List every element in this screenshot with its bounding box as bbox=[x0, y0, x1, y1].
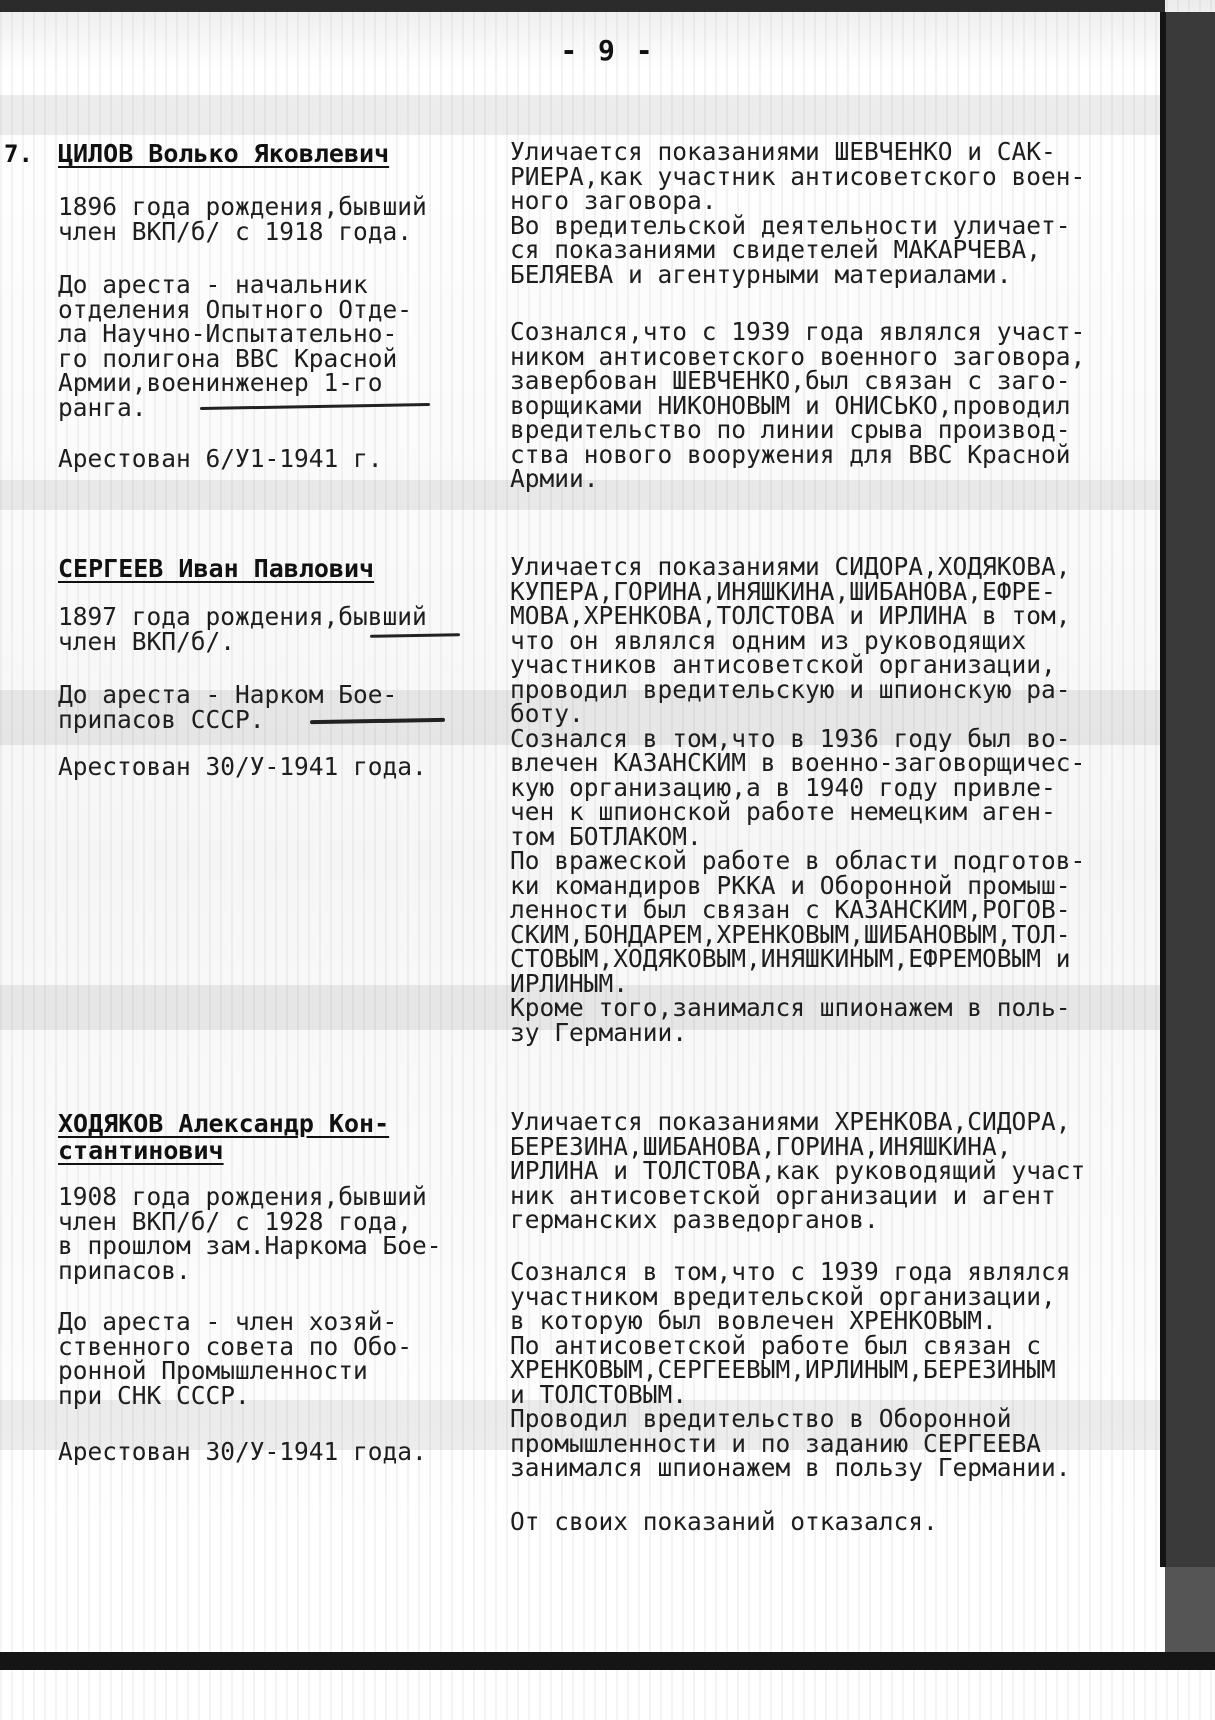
person-name: ХОДЯКОВ Александр Кон- стантинович bbox=[58, 1109, 390, 1165]
birth-party-info: 1897 года рождения,бывший член ВКП/б/. bbox=[58, 602, 427, 656]
retraction: От своих показаний отказался. bbox=[510, 1507, 938, 1536]
scan-shadow-band bbox=[0, 95, 1160, 135]
person-name: СЕРГЕЕВ Иван Павлович bbox=[58, 554, 375, 583]
scan-border-top bbox=[0, 0, 1165, 12]
confession: Сознался в том,что с 1939 года являлся участником вредительской организации, в которую был вовлечен ХРЕНКОВЫМ. По антисоветской работе был связан с ХРЕНКОВЫМ,СЕРГЕЕВЫМ,ИРЛИНЫМ,БЕРЕЗИНЫМ и ТОЛСТОВЫМ. Проводил вредительство в Оборонной промышленности и по заданию СЕРГЕЕВА занимался шпионажем в пользу Германии. bbox=[510, 1257, 1071, 1482]
incriminating-evidence: Уличается показаниями ХРЕНКОВА,СИДОРА, БЕРЕЗИНА,ШИБАНОВА,ГОРИНА,ИНЯШКИНА, ИРЛИНА и ТОЛСТОВА,как руководящий участ ник антисоветской организации и агент германских разведорганов. bbox=[510, 1107, 1086, 1234]
confession: Сознался,что с 1939 года являлся участ- ником антисоветского военного заговора, завербован ШЕВЧЕНКО,был связан с заго- ворщиками НИКОНОВЫМ и ОНИСЬКО,проводил вредительство по линии срыва производ- ства нового вооружения для ВВС Красной Армии. bbox=[510, 317, 1086, 493]
incriminating-evidence: Уличается показаниями ШЕВЧЕНКО и САК- РИЕРА,как участник антисоветского воен- ного заговора. Во вредительской деятельности уличает- ся показаниями свидетелей МАКАРЧЕВА, БЕЛЯЕВА и агентурными материалами. bbox=[510, 137, 1086, 289]
arrest-date: Арестован 6/У1-1941 г. bbox=[58, 444, 383, 473]
birth-party-info: 1908 года рождения,бывший член ВКП/б/ с 1928 года, в прошлом зам.Наркома Бое- припасов. bbox=[58, 1182, 442, 1285]
entry-number: 7. bbox=[4, 140, 33, 168]
page-number: - 9 - bbox=[560, 34, 655, 67]
position-before-arrest: До ареста - член хозяй- ственного совета по Обо- ронной Промышленности при СНК СССР. bbox=[58, 1307, 413, 1410]
scan-border-right bbox=[1165, 12, 1215, 1567]
position-before-arrest: До ареста - Нарком Бое- припасов СССР. bbox=[58, 680, 398, 734]
scan-border-corner bbox=[1165, 1567, 1215, 1652]
person-name: ЦИЛОВ Волько Яковлевич bbox=[58, 139, 390, 168]
scan-border-bottom bbox=[0, 1652, 1215, 1670]
arrest-date: Арестован 30/У-1941 года. bbox=[58, 1437, 427, 1466]
arrest-date: Арестован 30/У-1941 года. bbox=[58, 752, 427, 781]
incriminating-evidence: Уличается показаниями СИДОРА,ХОДЯКОВА, КУПЕРА,ГОРИНА,ИНЯШКИНА,ШИБАНОВА,ЕФРЕ- МОВА,ХРЕНКОВА,ТОЛСТОВА и ИРЛИНА в том, что он являлся одним из руководящих участников антисоветской организации, проводил вредительскую и шпионскую ра- боту. Сознался в том,что в 1936 году был во- влечен КАЗАНСКИМ в военно-заговорщичес- кую организацию,а в 1940 году привле- чен к шпионской работе немецким аген- том БОТЛАКОМ. По вражеской работе в области подготов- ки командиров РККА и Оборонной промыш- ленности был связан с КАЗАНСКИМ,РОГОВ- СКИМ,БОНДАРЕМ,ХРЕНКОВЫМ,ШИБАНОВЫМ,ТОЛ- СТОВЫМ,ХОДЯКОВЫМ,ИНЯШКИНЫМ,ЕФРЕМОВЫМ и ИРЛИНЫМ. Кроме того,занимался шпионажем в поль- зу Германии. bbox=[510, 552, 1086, 1047]
birth-party-info: 1896 года рождения,бывший член ВКП/б/ с 1918 года. bbox=[58, 192, 427, 246]
scan-border-right-edge bbox=[1160, 12, 1166, 1567]
position-before-arrest: До ареста - начальник отделения Опытного Отде- ла Научно-Испытательно- го полигона ВВС Красной Армии,военинженер 1-го ранга. bbox=[58, 270, 413, 422]
